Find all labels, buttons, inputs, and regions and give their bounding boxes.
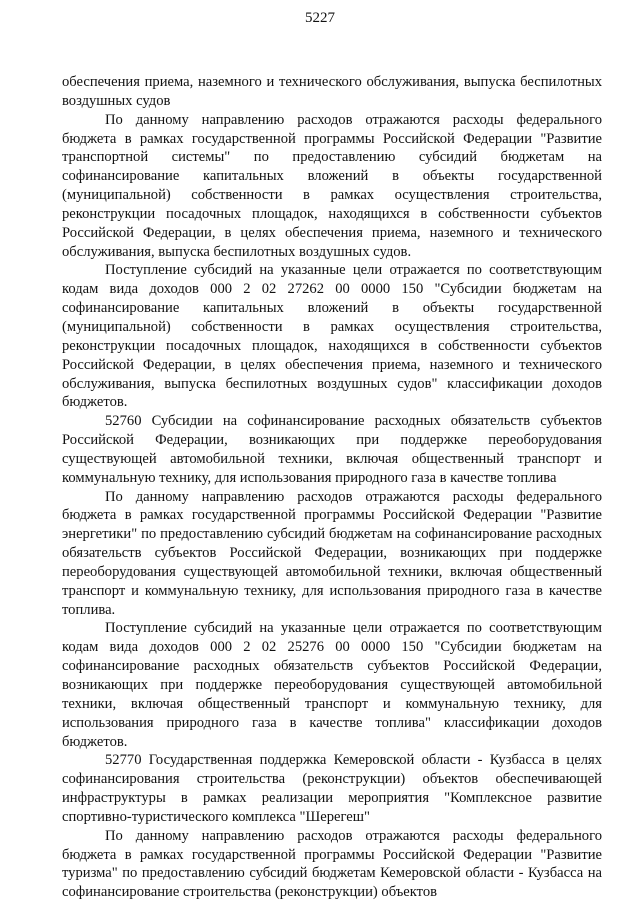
section-heading-52760: 52760 Субсидии на софинансирование расходных обязательств субъектов Российской Федерации, возникающих при поддержке переоборудования существующей автомобильной техники, включая общественный транспорт и коммунальную технику, для использования природного газа в качестве топлива <box>62 413 602 486</box>
page-number: 5227 <box>305 10 335 26</box>
paragraph: По данному направлению расходов отражаются расходы федерального бюджета в рамках государственной программы Российской Федерации "Развитие туризма" по предоставлению субсидий бюджетам Кемеровской области - Кузбасса на софинансирование строительства (реконструкции) объектов <box>62 827 602 901</box>
paragraph: По данному направлению расходов отражаются расходы федерального бюджета в рамках государственной программы Российской Федерации "Развитие энергетики" по предоставлению субсидий бюджетам на софинансирование расходных обязательств субъектов Российской Федерации, возникающих при поддержке переоборудования существующей автомобильной техники, включая общественный транспорт и коммунальную технику, для использования природного газа в качестве топлива. <box>62 488 602 618</box>
section-heading-52770: 52770 Государственная поддержка Кемеровской области - Кузбасса в целях софинансирования строительства (реконструкции) объектов обеспечивающей инфраструктуры в рамках реализации мероприятия "Комплексное развитие спортивно-туристического комплекса "Шерегеш" <box>62 752 602 825</box>
paragraph: Поступление субсидий на указанные цели отражается по соответствующим кодам вида доходов 000 2 02 27262 00 0000 150 "Субсидии бюджетам на софинансирование капитальных вложений в объекты государственной (муниципальной) собственности в рамках осуществления строительства, реконструкции посадочных площадок, находящихся в собственности субъектов Российской Федерации, в целях обеспечения приема, наземного и технического обслуживания, выпуска беспилотных воздушных судов" классификации доходов бюджетов. <box>62 262 602 411</box>
paragraph: Поступление субсидий на указанные цели отражается по соответствующим кодам вида доходов 000 2 02 25276 00 0000 150 "Субсидии бюджетам на софинансирование расходных обязательств субъектов Российской Федерации, возникающих при поддержке переоборудования существующей автомобильной техники, включая общественный транспорт и коммунальную технику, для использования природного газа в качестве топлива" классификации доходов бюджетов. <box>62 620 602 750</box>
document-body <box>62 73 602 902</box>
paragraph: По данному направлению расходов отражаются расходы федерального бюджета в рамках государственной программы Российской Федерации "Развитие транспортной системы" по предоставлению субсидий бюджетам на софинансирование капитальных вложений в объекты государственной (муниципальной) собственности в рамках осуществления строительства, реконструкции посадочных площадок, находящихся в собственности субъектов Российской Федерации, в целях обеспечения приема, наземного и технического обслуживания, выпуска беспилотных воздушных судов. <box>62 111 602 260</box>
paragraph-continuation: обеспечения приема, наземного и технического обслуживания, выпуска беспилотных воздушных судов <box>62 74 602 109</box>
